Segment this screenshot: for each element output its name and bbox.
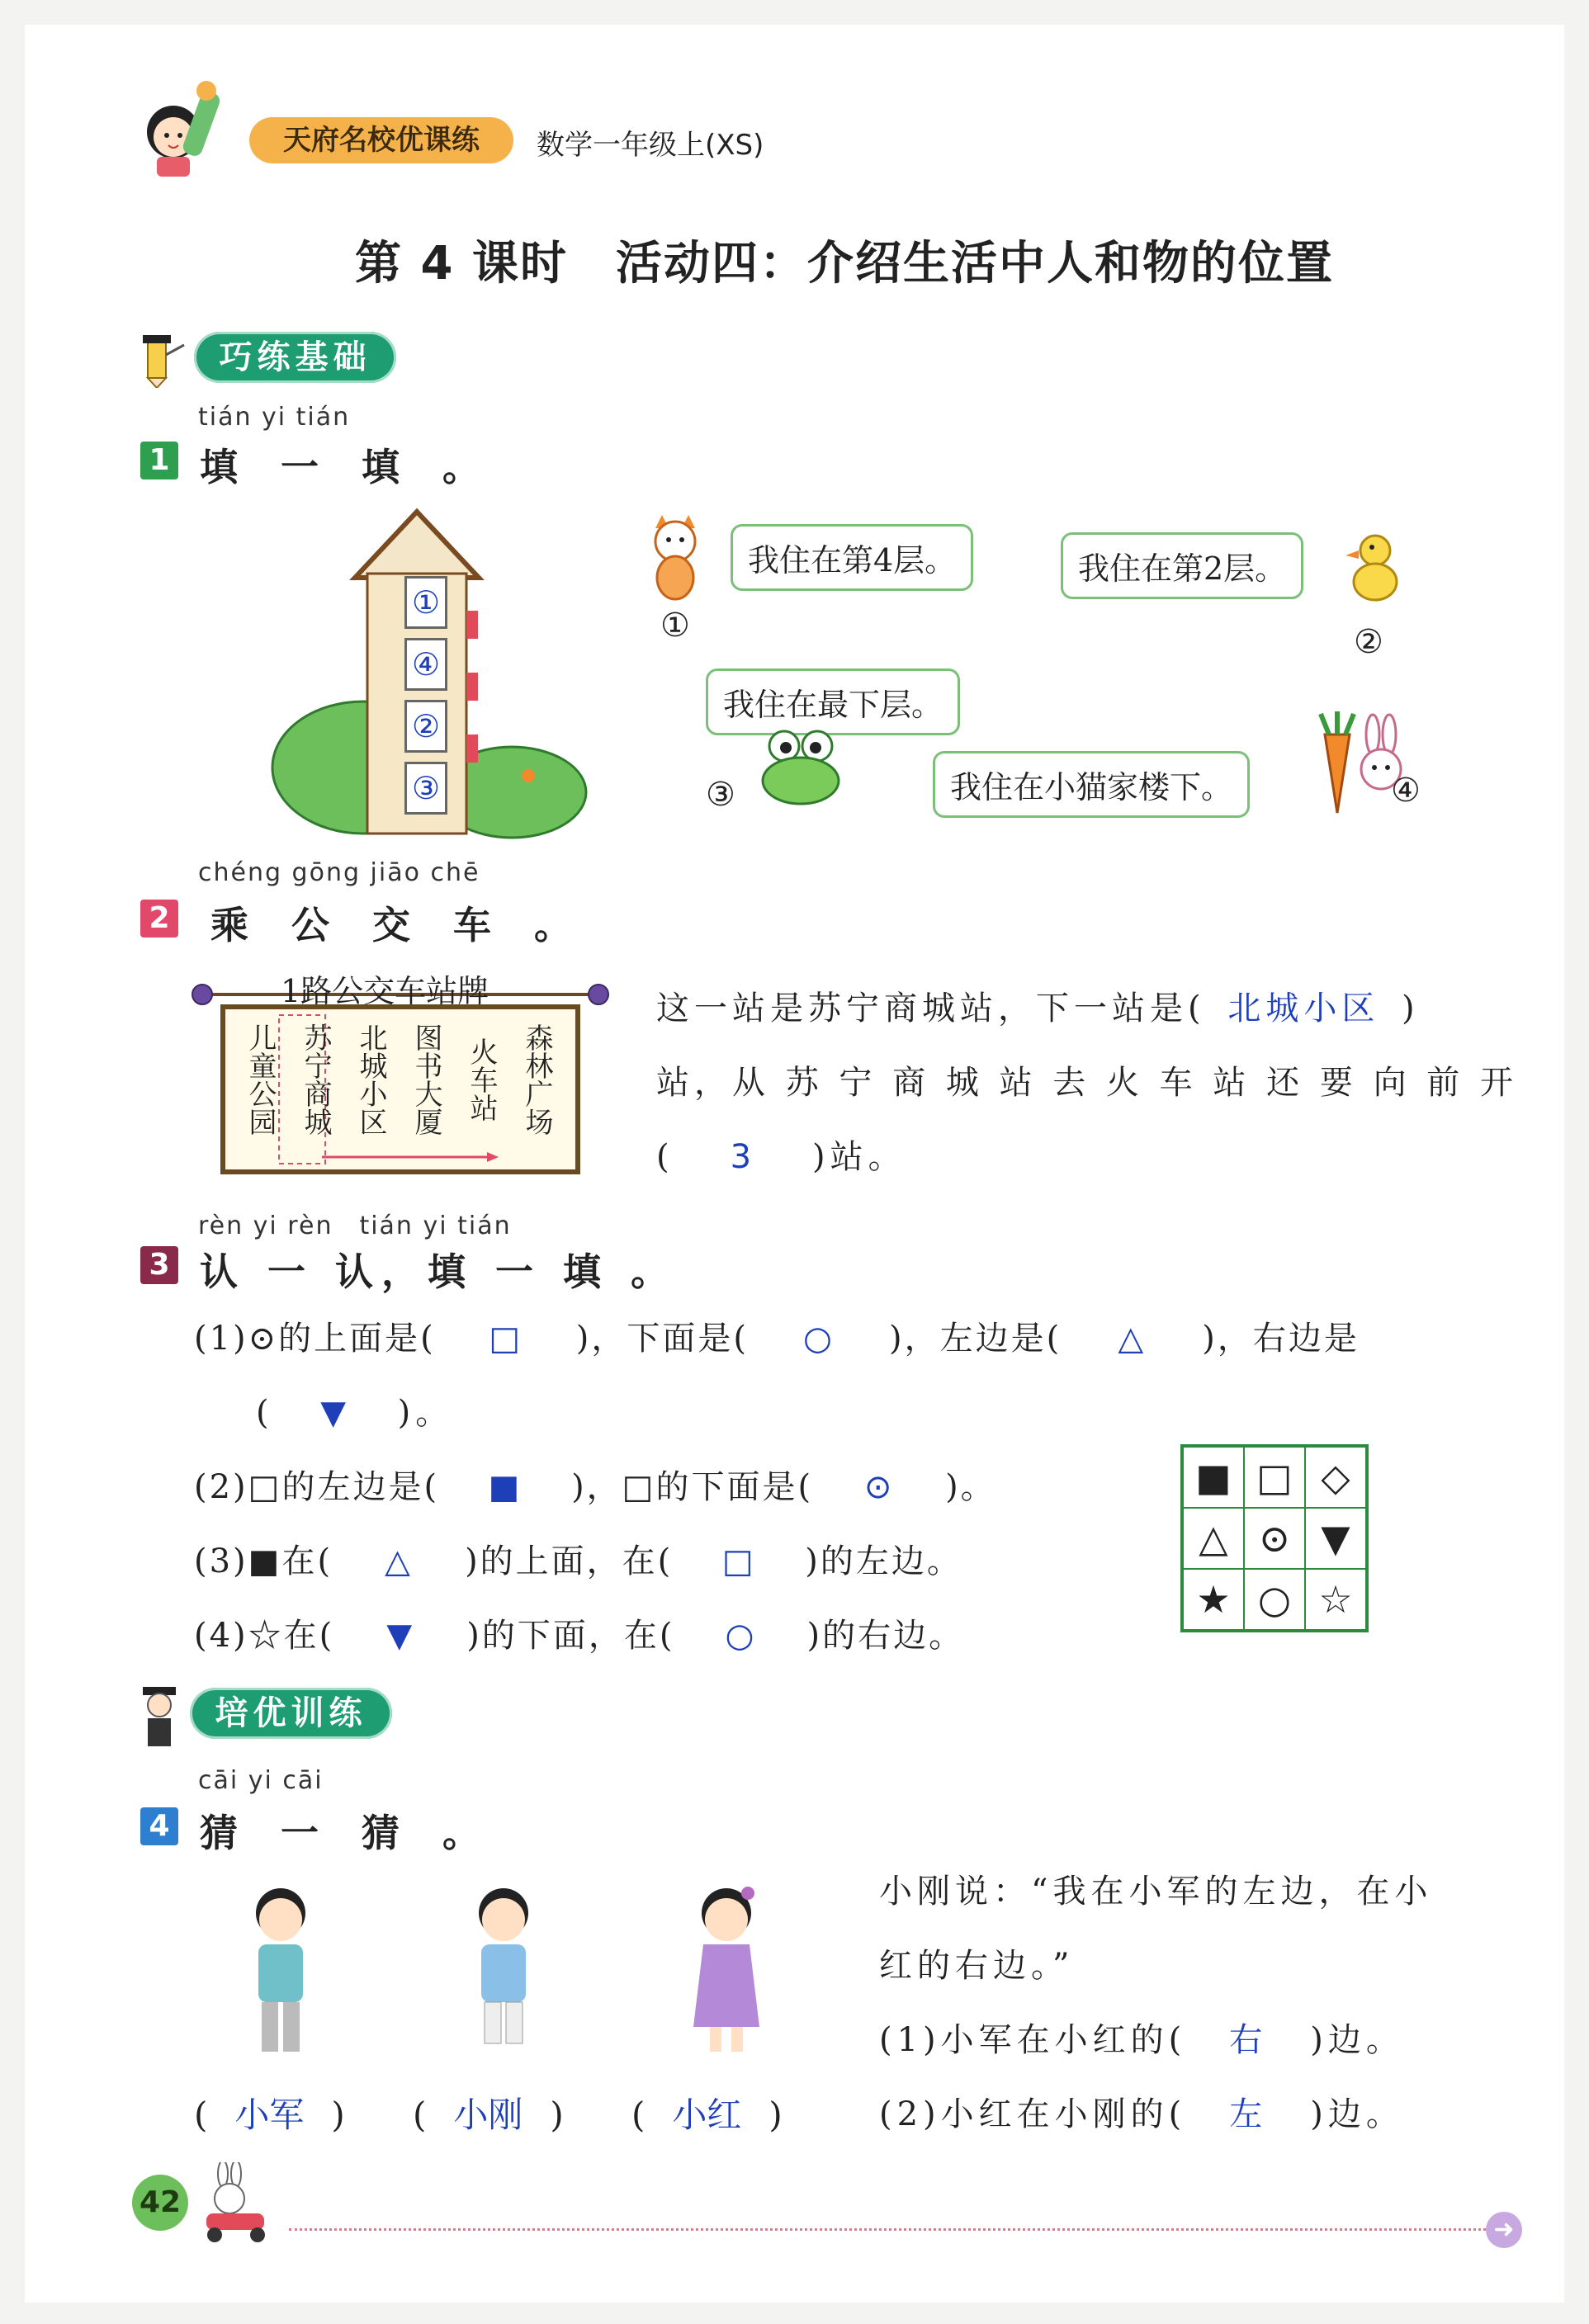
q1-number: 1 [140,442,178,479]
q2-line3-close: )站。 [812,1138,906,1176]
grid-white-star: ☆ [1305,1569,1366,1630]
grid-triangle: △ [1183,1508,1244,1569]
grid-black-square: ■ [1183,1447,1244,1508]
q3-l1-c: )，左边是( [889,1320,1062,1358]
sign-title: 1路公交车站牌 [281,973,489,1009]
q3-l4-c: )的右边。 [806,1617,965,1655]
floor-1-label: ③ [404,762,447,815]
q3-answer-2-left: ■ [488,1468,523,1506]
q3-l1-d: )，右边是 [1202,1320,1360,1358]
q2-title: 乘 公 交 车 。 [210,903,588,947]
q3-answer-4-right: ○ [725,1617,757,1655]
q3-line-1b [256,1386,453,1434]
q2-pinyin: chéng gōng jiāo chē [198,858,480,887]
page-number: 42 [132,2175,188,2231]
duck-marker: ② [1354,623,1383,661]
q3-answer-3-left: □ [721,1542,756,1580]
subject-label: 数学一年级上(XS) [537,129,764,162]
rabbit-scooter-icon [190,2162,281,2245]
q3-l4-b: )的下面，在( [466,1617,675,1655]
q4-pinyin: cāi yi cāi [198,1766,324,1795]
stop-train-station: 火车站 [465,1037,498,1122]
q2-line-3 [656,1131,906,1178]
workbook-page [25,25,1564,2303]
q3-l3-b: )的上面，在( [465,1542,674,1580]
boy-xiaogang-illustration [458,1882,549,2063]
section-basic-banner: 巧练基础 [194,332,396,383]
grid-black-star: ★ [1183,1569,1244,1630]
speech-bubble-frog: 我住在最下层。 [706,668,960,735]
grid-dot-circle: ⊙ [1244,1508,1305,1569]
q3-number: 3 [140,1246,178,1284]
q3-l1b-a: ( [256,1394,274,1432]
kid-answer-xiaohong: 小红 [672,2095,742,2135]
speech-bubble-duck: 我住在第2层。 [1061,532,1303,599]
q3-l2-b: )，□的下面是( [571,1468,814,1506]
stop-suning-mall: 苏宁商城 [299,1023,332,1136]
q2-answer-stops: 3 [730,1138,757,1176]
q3-answer-1-above: □ [489,1320,523,1358]
boy-xiaojun-illustration [235,1882,326,2063]
q4-speech-1: 小刚说：“我在小军的左边，在小 [879,1873,1433,1911]
q3-answer-1-right: ▼ [320,1394,351,1432]
rabbit-marker: ④ [1391,772,1421,810]
q4-s1-b: )边。 [1310,2021,1404,2059]
speech-bubble-cat: 我住在第4层。 [731,524,973,591]
q4-sub-1 [879,2014,1404,2061]
q4-number: 4 [140,1807,178,1845]
q4-title: 猜 一 猜 。 [200,1811,496,1855]
cat-icon [644,512,710,602]
q3-line-2 [194,1461,996,1508]
q3-answer-3-above: △ [385,1542,413,1580]
q3-l1-a: (1)⊙的上面是( [194,1320,436,1358]
frog-marker: ③ [706,776,735,814]
kid-label-1: ( 小军 ) [194,2088,345,2137]
kid-label-2: ( 小刚 ) [413,2088,564,2137]
q2-number: 2 [140,900,178,938]
footer-dotted-line [289,2228,1486,2231]
q4-s1-a: (1)小军在小红的( [879,2021,1187,2059]
q4-speech-2: 红的右边。” [879,1947,1075,1985]
grid-diamond: ◇ [1305,1447,1366,1508]
kid-answer-xiaojun: 小军 [234,2095,305,2135]
floor-2-label: ② [404,700,447,753]
q3-l1-b: )，下面是( [575,1320,749,1358]
q2-line-1 [656,982,1420,1029]
q2-line-2: 站，从 苏 宁 商 城 站 去 火 车 站 还 要 向 前 开 [656,1064,1519,1102]
stop-book-building: 图书大厦 [409,1023,442,1136]
grid-circle: ○ [1244,1569,1305,1630]
q3-line-1 [194,1312,1360,1359]
q4-s2-a: (2)小红在小刚的( [879,2095,1187,2133]
q3-l2-c: )。 [945,1468,996,1506]
mascot-illustration [132,74,231,182]
brand-label: 天府名校优课练 [249,117,513,163]
sign-stops [244,1023,553,1136]
q3-l3-c: )的左边。 [805,1542,962,1580]
girl-xiaohong-illustration [677,1882,776,2063]
speech-bubble-rabbit: 我住在小猫家楼下。 [933,751,1250,818]
q3-l4-a: (4)☆在( [194,1617,335,1655]
stop-beicheng: 北城小区 [354,1023,387,1136]
q2-line3-open: ( [656,1138,674,1176]
q1-title: 填 一 填 。 [200,445,496,489]
q4-answer-2: 左 [1229,2095,1268,2133]
floor-4-label: ① [404,576,447,629]
q3-answer-1-left: △ [1118,1320,1147,1358]
q2-line1-text: 这一站是苏宁商城站，下一站是( [656,990,1206,1027]
grid-white-square: □ [1244,1447,1305,1508]
q3-answer-4-below: ▼ [386,1617,415,1655]
stop-forest-square: 森林广场 [520,1023,553,1136]
page-title: 第 4 课时 活动四：介绍生活中人和物的位置 [355,237,1334,290]
kid-label-3: ( 小红 ) [631,2088,783,2137]
q1-pinyin: tián yi tián [198,403,351,432]
q4-sub-2 [879,2088,1404,2135]
shape-grid [1180,1444,1369,1632]
q3-l2-a: (2)□的左边是( [194,1468,440,1506]
q3-l3-a: (3)■在( [194,1542,333,1580]
kid-answer-xiaogang: 小刚 [453,2095,523,2135]
floor-3-label: ④ [404,638,447,691]
q3-answer-2-below: ⊙ [863,1468,895,1506]
q3-answer-1-below: ○ [803,1320,835,1358]
frog-icon [751,726,850,809]
cat-marker: ① [660,607,690,645]
section-advanced-banner: 培优训练 [190,1688,392,1739]
q3-line-4 [194,1609,964,1656]
q3-pinyin: rèn yi rèn tián yi tián [198,1212,512,1240]
stop-children-park: 儿童公园 [244,1023,277,1136]
graduate-icon [136,1684,182,1750]
q2-line1-close: ) [1402,990,1420,1027]
q2-answer-next-stop: 北城小区 [1227,990,1380,1027]
teacher-pencil-icon [136,330,186,388]
next-arrow-icon[interactable]: ➜ [1486,2212,1522,2248]
duck-icon [1337,532,1403,607]
q3-l1b-b: )。 [397,1394,454,1432]
grid-down-triangle: ▼ [1305,1508,1366,1569]
q4-answer-1: 右 [1229,2021,1268,2059]
q4-s2-b: )边。 [1310,2095,1404,2133]
q3-title: 认 一 认，填 一 填 。 [200,1249,678,1294]
q3-line-3 [194,1535,962,1582]
